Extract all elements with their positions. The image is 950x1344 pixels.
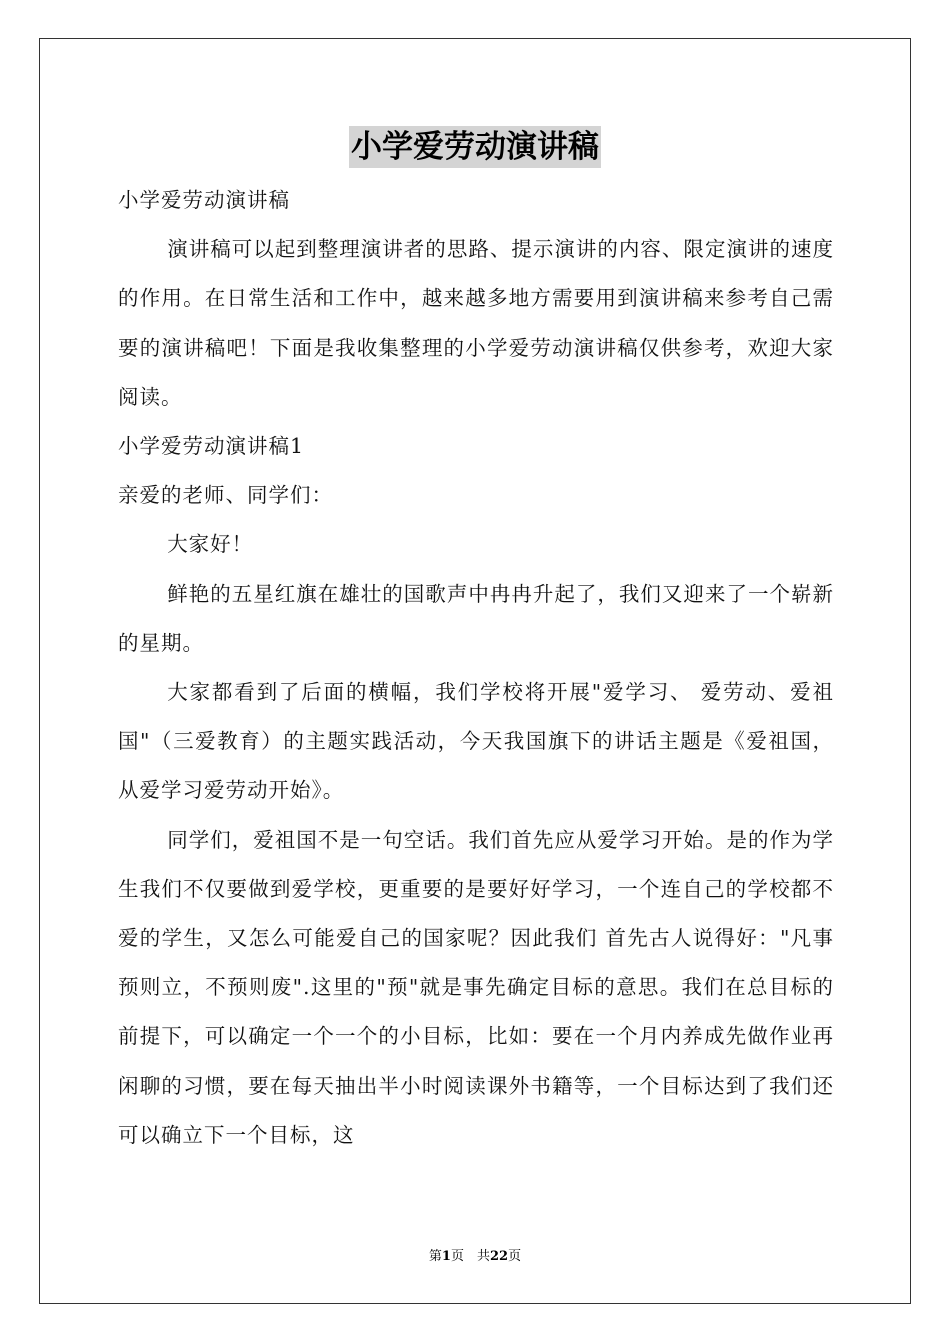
- paragraph-subtitle: 小学爱劳动演讲稿: [118, 188, 290, 212]
- footer-suffix: 页: [508, 1249, 522, 1264]
- paragraph-banner: 大家都看到了后面的横幅，我们学校将开展"爱学习、 爱劳动、爱祖国"（三爱教育）的主题实践活动，今天我国旗下的讲话主题是《爱祖国，从爱学习爱劳动开始》。: [118, 680, 834, 803]
- footer-prefix: 第: [428, 1249, 442, 1264]
- footer-middle: 页 共: [450, 1249, 490, 1264]
- paragraph-salutation: 亲爱的老师、同学们：: [118, 483, 333, 508]
- paragraph-flag: 鲜艳的五星红旗在雄壮的国歌声中冉冉升起了，我们又迎来了一个崭新的星期。: [118, 581, 834, 655]
- paragraph-section-heading: 小学爱劳动演讲稿1: [118, 434, 305, 459]
- footer-page-number: 1: [441, 1249, 451, 1264]
- footer-total-pages: 22: [489, 1249, 509, 1264]
- title-area: [0, 126, 950, 168]
- paragraph-goals: 同学们，爱祖国不是一句空话。我们首先应从爱学习开始。是的作为学生我们不仅要做到爱学校，更重要的是要好好学习，一个连自己的学校都不爱的学生，又怎么可能爱自己的国家呢？因此我们 首先古人说得好："凡事预则立，不预则废".这里的"预"就是事先确定目标的意思。我们在总目标的前提下，可以确定一个一个的小目标，比如：要在一个月内养成先做作业再闲聊的习惯，要在每天抽出半小时阅读课外书籍等，一个目标达到了我们还可以确立下一个目标，这: [118, 827, 834, 1147]
- document-body: [118, 176, 834, 1160]
- paragraph-intro: 演讲稿可以起到整理演讲者的思路、提示演讲的内容、限定演讲的速度的作用。在日常生活和工作中，越来越多地方需要用到演讲稿来参考自己需要的演讲稿吧！下面是我收集整理的小学爱劳动演讲稿仅供参考，欢迎大家阅读。: [118, 237, 834, 409]
- paragraph-greeting: 大家好！: [167, 532, 254, 557]
- document-title: 小学爱劳动演讲稿: [349, 126, 601, 168]
- page-footer: [0, 1248, 950, 1266]
